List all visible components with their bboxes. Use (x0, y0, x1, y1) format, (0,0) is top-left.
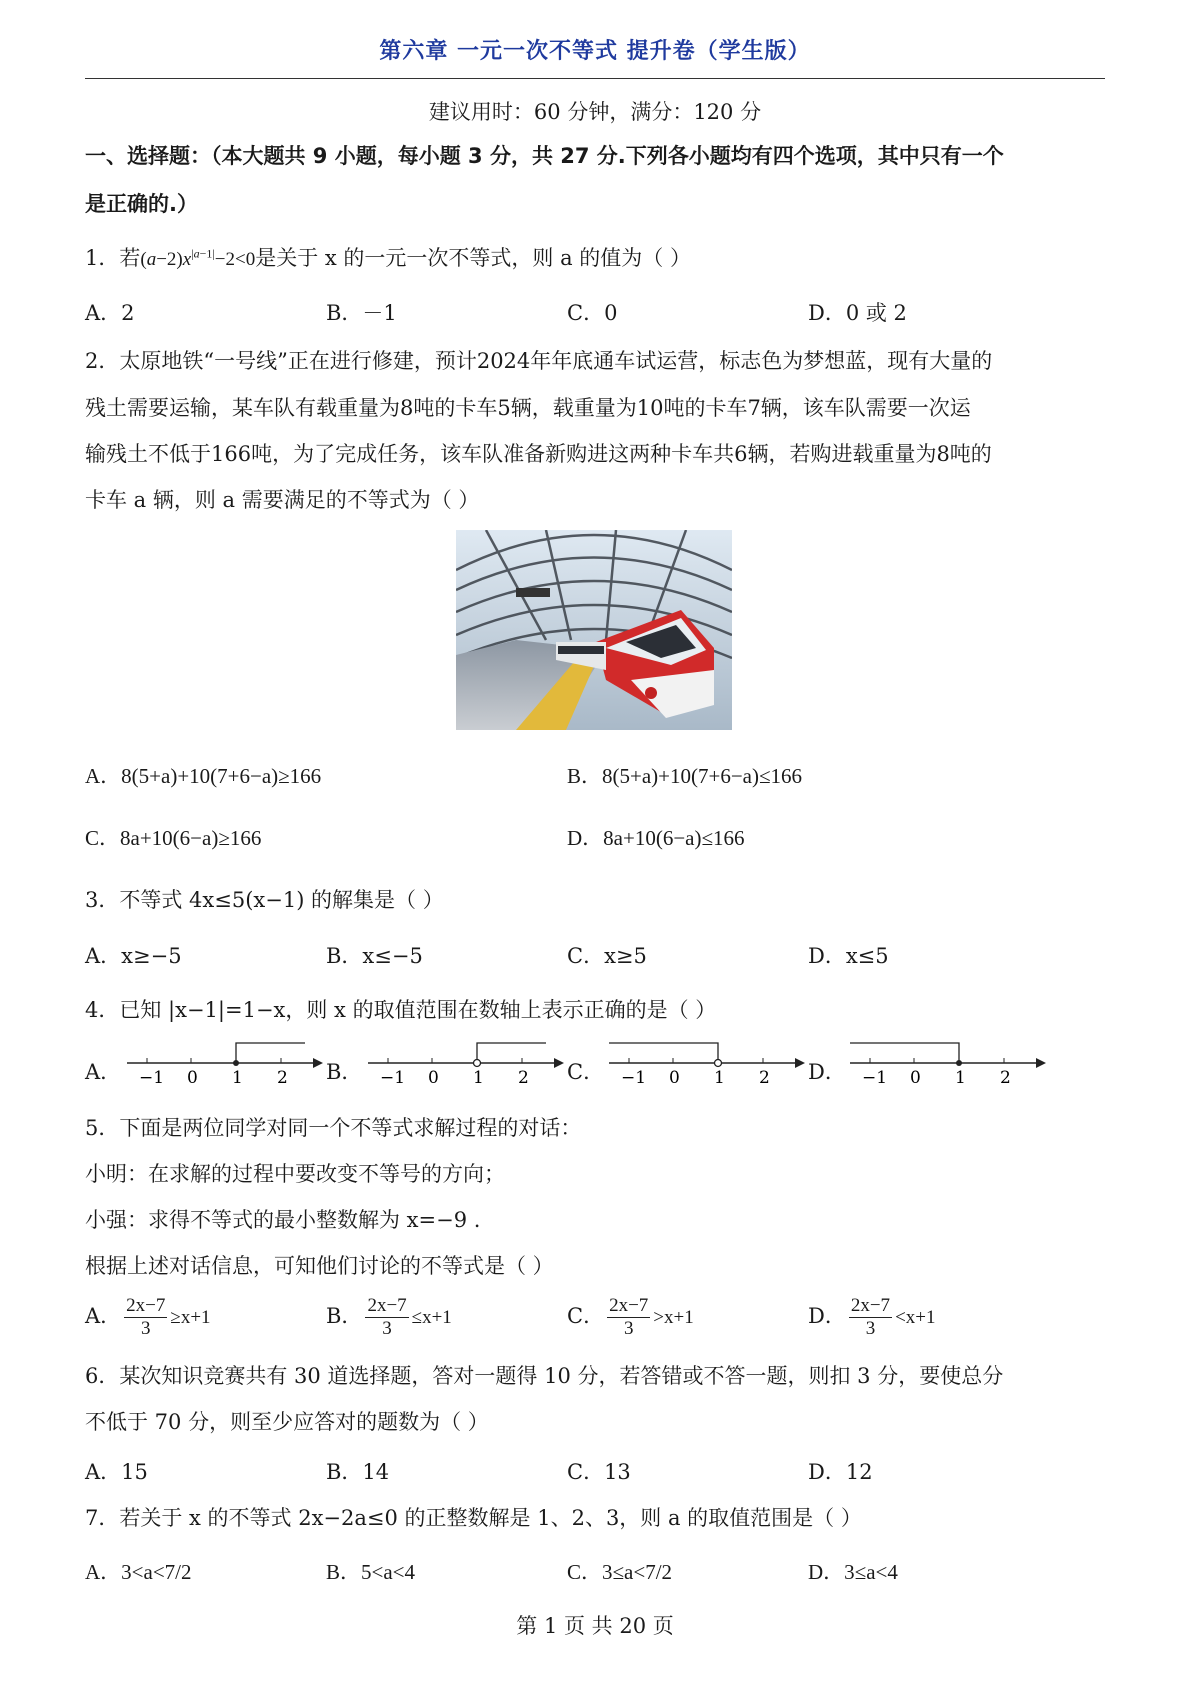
tick-label: −1 (862, 1068, 888, 1088)
fraction-denominator: 3 (382, 1318, 392, 1339)
question-2-line1: 2．太原地铁“一号线”正在进行修建，预计2024年年底通车试运营，标志色为梦想蓝，现有大量的 (85, 349, 993, 373)
q2-option-d: D．8a+10(6−a)≤166 (567, 826, 745, 850)
question-2-line4: 卡车 a 辆，则 a 需要满足的不等式为（ ） (85, 488, 480, 512)
q6-option-c: C．13 (567, 1460, 631, 1484)
q3-option-d: D．x≤5 (808, 944, 889, 968)
tick-label: −1 (380, 1068, 406, 1088)
tick-label: 0 (910, 1068, 921, 1088)
q4-option-d-label: D． (808, 1060, 846, 1084)
tick-label: 2 (518, 1068, 529, 1088)
question-5-line2: 小明：在求解的过程中要改变不等号的方向； (85, 1162, 505, 1186)
question-2-line3: 输残土不低于166吨，为了完成任务，该车队准备新购进这两种卡车共6辆，若购进载重量为8吨的 (85, 442, 992, 466)
tick-label: 1 (232, 1068, 243, 1088)
tick-label: −1 (621, 1068, 647, 1088)
header-divider (85, 78, 1105, 79)
fraction-numerator: 2x−7 (367, 1295, 407, 1316)
tick-label: 1 (714, 1068, 725, 1088)
subway-train-photo (456, 530, 732, 730)
question-1-formula: $(a-2)x^{|a-1|}-2<0$ (140, 246, 256, 270)
q4-option-c-label: C． (567, 1060, 605, 1084)
section-heading-line2: 是正确的.） (85, 192, 198, 216)
question-1 (85, 242, 691, 272)
option-label: D． (808, 1304, 846, 1328)
q1-option-a: A．2 (85, 301, 135, 325)
q6-option-b: B．14 (326, 1460, 390, 1484)
fraction-denominator: 3 (623, 1318, 634, 1339)
tick-label: −1 (139, 1068, 165, 1088)
fraction-numerator: 2x−7 (850, 1295, 891, 1316)
fraction-numerator: 2x−7 (126, 1295, 166, 1316)
tick-label: 0 (669, 1068, 680, 1088)
page-footer: 第 1 页 共 20 页 (516, 1614, 674, 1638)
q1-option-d: D．0 或 2 (808, 301, 907, 325)
q6-option-a: A．15 (85, 1460, 148, 1484)
question-5-line1: 5．下面是两位同学对同一个不等式求解过程的对话： (85, 1116, 582, 1140)
q2-option-a: A．8(5+a)+10(7+6−a)≥166 (85, 764, 322, 788)
q3-option-a: A．x≥−5 (85, 944, 182, 968)
question-5-line3: 小强：求得不等式的最小整数解为 x=−9 . (85, 1208, 481, 1232)
tick-label: 0 (428, 1068, 439, 1088)
q4-option-b-numberline (366, 1038, 566, 1088)
q7-option-c: C．3≤a<7/2 (567, 1560, 673, 1584)
q4-option-a-numberline (125, 1038, 325, 1088)
relation: >x+1 (653, 1307, 694, 1328)
fraction-denominator: 3 (865, 1318, 876, 1339)
question-1-suffix: 是关于 x 的一元一次不等式，则 a 的值为（ ） (255, 246, 691, 270)
q4-option-c-numberline (607, 1038, 807, 1088)
tick-label: 2 (1000, 1068, 1011, 1088)
fraction-denominator: 3 (141, 1318, 151, 1339)
question-2-line2: 残土需要运输，某车队有载重量为8吨的卡车5辆，载重量为10吨的卡车7辆，该车队需要一次运 (85, 396, 971, 420)
q7-option-d: D．3≤a<4 (808, 1560, 898, 1584)
question-4: 4．已知 |x−1|=1−x，则 x 的取值范围在数轴上表示正确的是（ ） (85, 998, 717, 1022)
tick-label: 1 (473, 1068, 484, 1088)
q3-option-c: C．x≥5 (567, 944, 647, 968)
tick-label: 0 (187, 1068, 198, 1088)
q5-option-b (326, 1295, 452, 1340)
q5-option-a (85, 1295, 211, 1340)
document-title: 第六章 一元一次不等式 提升卷（学生版） (379, 39, 811, 64)
time-score-note: 建议用时：60 分钟，满分：120 分 (428, 100, 762, 124)
option-label: A． (85, 1304, 122, 1328)
q2-option-b: B．8(5+a)+10(7+6−a)≤166 (567, 764, 803, 788)
question-5-line4: 根据上述对话信息，可知他们讨论的不等式是（ ） (85, 1254, 554, 1278)
q4-option-a-label: A． (85, 1060, 122, 1084)
q5-option-d (808, 1295, 936, 1340)
q4-option-b-label: B． (326, 1060, 363, 1084)
relation: <x+1 (895, 1307, 936, 1328)
question-6-line2: 不低于 70 分，则至少应答对的题数为（ ） (85, 1410, 489, 1434)
question-6-line1: 6．某次知识竞赛共有 30 道选择题，答对一题得 10 分，若答错或不答一题，则扣 3 分，要使总分 (85, 1364, 1004, 1388)
relation: ≤x+1 (411, 1307, 452, 1328)
q7-option-a: A．3<a<7/2 (85, 1560, 192, 1584)
tick-label: 2 (277, 1068, 288, 1088)
option-label: B． (326, 1304, 363, 1328)
q6-option-d: D．12 (808, 1460, 873, 1484)
fraction-numerator: 2x−7 (609, 1295, 649, 1316)
q5-option-c (567, 1295, 694, 1340)
question-3: 3．不等式 4x≤5(x−1) 的解集是（ ） (85, 888, 444, 912)
q3-option-b: B．x≤−5 (326, 944, 423, 968)
q1-option-b: B．－1 (326, 301, 397, 325)
q1-option-c: C．0 (567, 301, 618, 325)
relation: ≥x+1 (170, 1307, 211, 1328)
q4-option-d-numberline (848, 1038, 1048, 1088)
question-1-prefix: 1．若 (85, 246, 141, 270)
tick-label: 1 (955, 1068, 966, 1088)
question-7: 7．若关于 x 的不等式 2x−2a≤0 的正整数解是 1、2、3，则 a 的取值范围是（ ） (85, 1506, 862, 1530)
option-label: C． (567, 1304, 605, 1328)
q2-option-c: C．8a+10(6−a)≥166 (85, 826, 262, 850)
tick-label: 2 (759, 1068, 770, 1088)
q7-option-b: B．5<a<4 (326, 1560, 416, 1584)
section-heading-line1: 一、选择题：（本大题共 9 小题，每小题 3 分，共 27 分.下列各小题均有四个选项，其中只有一个 (85, 144, 1004, 168)
